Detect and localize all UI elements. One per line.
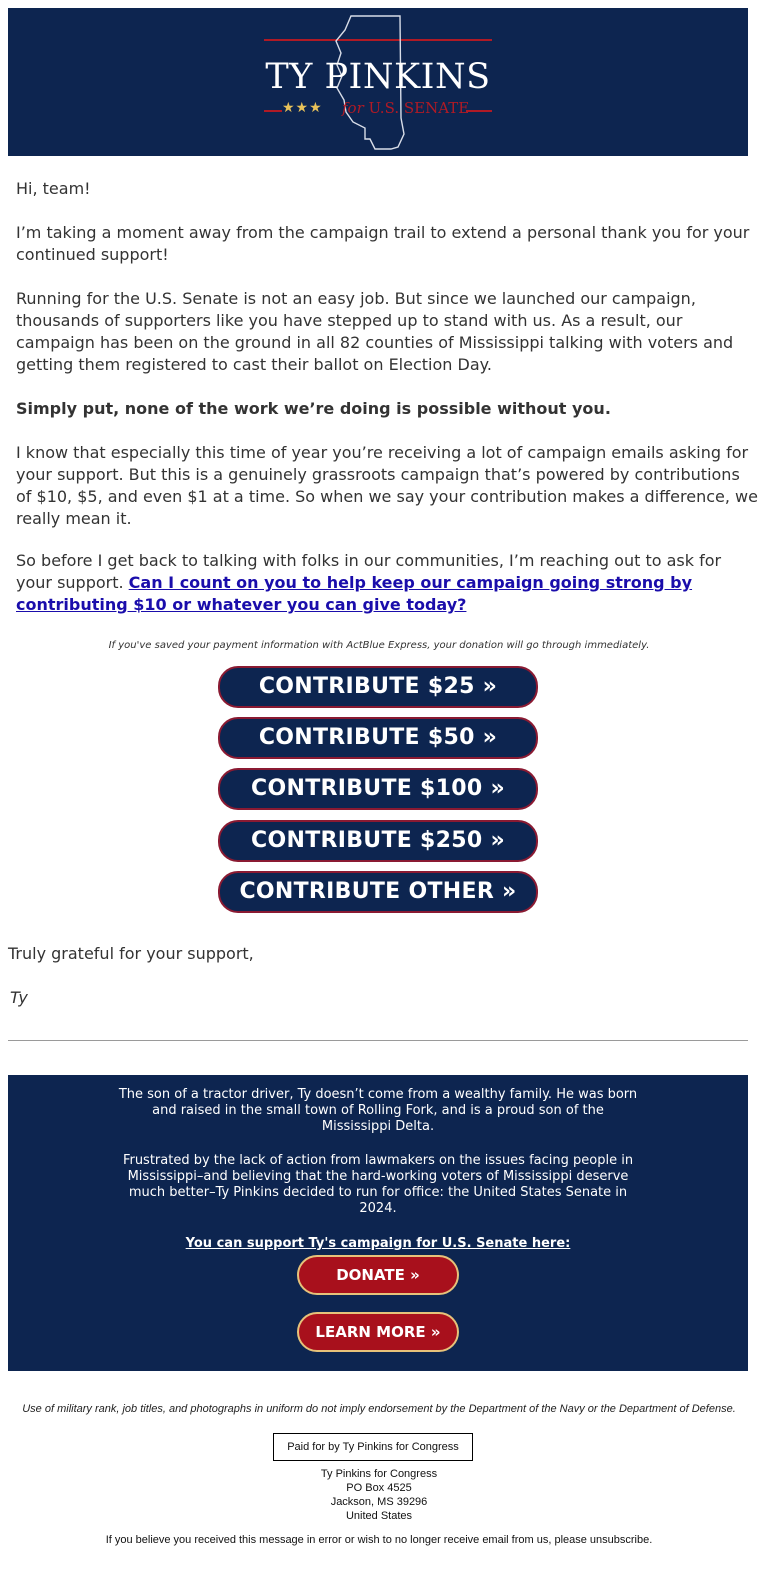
address-line-3: Jackson, MS 39296 — [330, 1496, 428, 1508]
donate-button[interactable]: DONATE » — [297, 1255, 459, 1295]
paid-for-box: Paid for by Ty Pinkins for Congress — [273, 1433, 473, 1461]
contribute-link[interactable]: Can I count on you to help keep our campaign going strong by contributing $10 or whatever you can give today? — [16, 573, 693, 614]
paragraph-thanks: I’m taking a moment away from the campaign trail to extend a personal thank you for your continued support! — [16, 223, 750, 264]
actblue-express-note: If you've saved your payment information with ActBlue Express, your donation will go through immediately. — [108, 640, 650, 651]
logo-for: for — [342, 99, 364, 117]
footer-bio-panel — [8, 1075, 748, 1371]
contribute-50-button[interactable]: CONTRIBUTE $50 » — [218, 717, 538, 759]
learn-more-button[interactable]: LEARN MORE » — [297, 1312, 459, 1352]
address-line-1: Ty Pinkins for Congress — [320, 1468, 438, 1480]
logo-subtitle — [342, 99, 469, 117]
divider — [8, 1040, 748, 1041]
paragraph-campaign: Running for the U.S. Senate is not an easy job. But since we launched our campaign, thousands of supporters like you have stepped up to stand with us. As a result, our campaign has been on the ground in all 82 counties of Mississippi talking with voters and getting them registered to cast their ballot on Election Day. — [16, 289, 734, 374]
logo-wordmark: TY PINKINS — [265, 57, 491, 97]
logo-stars-icon: ★★★ — [282, 100, 323, 116]
greeting: Hi, team! — [16, 179, 91, 198]
address-line-4: United States — [345, 1510, 413, 1522]
signoff: Truly grateful for your support, — [8, 944, 254, 963]
header-banner — [8, 8, 748, 156]
logo-senate: U.S. SENATE — [368, 99, 470, 117]
address-line-2: PO Box 4525 — [346, 1482, 412, 1494]
paragraph-ask — [16, 550, 758, 616]
unsubscribe-text[interactable]: If you believe you received this message in error or wish to no longer receive email from us, please unsubscribe. — [105, 1534, 653, 1546]
support-cta: You can support Ty's campaign for U.S. Senate here: — [185, 1236, 571, 1251]
military-disclaimer: Use of military rank, job titles, and photographs in uniform do not imply endorsement by the Department of the Navy or the Department of Defense. — [22, 1403, 736, 1415]
bio-paragraph-1: The son of a tractor driver, Ty doesn’t come from a wealthy family. He was born and raised in the small town of Rolling Fork, and is a proud son of the Mississippi Delta. — [118, 1087, 638, 1134]
contribute-100-button[interactable]: CONTRIBUTE $100 » — [218, 768, 538, 810]
contribute-250-button[interactable]: CONTRIBUTE $250 » — [218, 820, 538, 862]
paragraph-emphasis: Simply put, none of the work we’re doing is possible without you. — [16, 399, 611, 418]
mailing-address — [0, 1467, 758, 1523]
bio-paragraph-2: Frustrated by the lack of action from lawmakers on the issues facing people in Mississippi–and believing that the hard-working voters of Mississippi deserve much better–Ty Pinkins decided to run for office: the United States Senate in 2024. — [122, 1153, 634, 1216]
paragraph-grassroots: I know that especially this time of year you’re receiving a lot of campaign emails asking for your support. But this is a genuinely grassroots campaign that’s powered by contributions of $10, $5, and even $1 at a time. So when we say your contribution makes a difference, we really mean it. — [16, 443, 758, 528]
contribute-25-button[interactable]: CONTRIBUTE $25 » — [218, 666, 538, 708]
ask-lead-text: So before I get back to talking with folks in our communities, I’m reaching out to ask for your support. — [16, 551, 722, 592]
contribute-other-button[interactable]: CONTRIBUTE OTHER » — [218, 871, 538, 913]
signature: Ty — [10, 988, 28, 1007]
